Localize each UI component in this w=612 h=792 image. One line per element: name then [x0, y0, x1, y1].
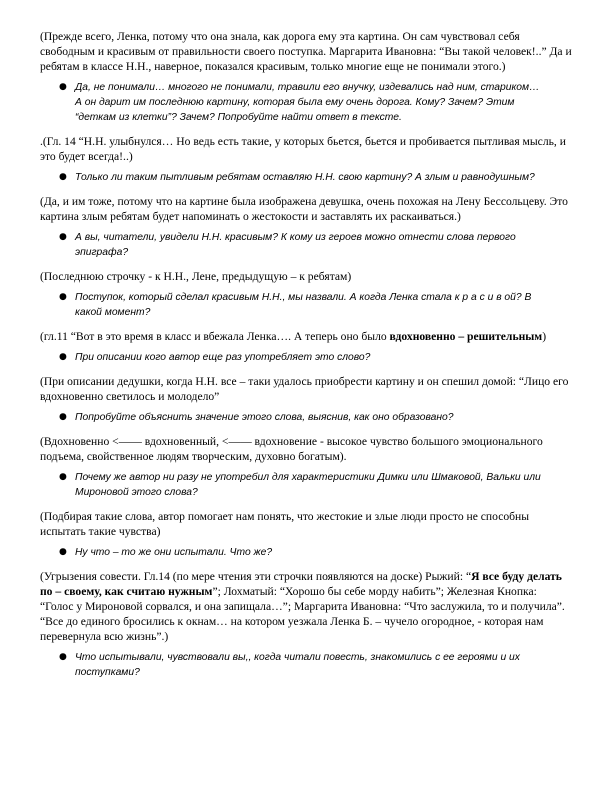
question-list-7	[40, 470, 572, 500]
question-list-2	[40, 170, 572, 185]
question-list-6	[40, 410, 572, 425]
question-item-5	[59, 350, 545, 365]
paragraph-9-start: (Угрызения совести. Гл.14 (по мере чтения эти строчки появляются на доске) Рыжий: “	[40, 570, 472, 583]
question-list-9	[40, 650, 572, 680]
question-item-9	[59, 650, 545, 680]
question-list-4	[40, 290, 572, 320]
bullet-icon: ●	[59, 352, 67, 362]
paragraph-9-end: ”; Лохматый: “Хорошо бы себе морду набить”; Железная Кнопка: “Голос у Мироновой сорвался, и она запищала…”; Маргарита Ивановна: “Что заслужила, то и получила”. “Все до единого бросились к окнам… на котором уезжала Ленка Б. – чучело огородное, - которая нам перевернула всю жизнь”.)	[40, 585, 565, 643]
question-item-7	[59, 470, 545, 500]
bullet-icon: ●	[59, 232, 67, 242]
paragraph-5	[40, 329, 572, 344]
question-text-7: Почему же автор ни разу не употребил для характеристики Димки или Шмаковой, Вальки или Мироновой этого слова?	[75, 472, 541, 498]
bullet-icon: ●	[59, 652, 67, 662]
bullet-icon: ●	[59, 82, 67, 92]
paragraph-8: (Подбирая такие слова, автор помогает нам понять, что жестокие и злые люди просто не способны испытать такие чувства)	[40, 510, 530, 538]
paragraph-4: (Последнюю строчку - к Н.Н., Лене, предыдущую – к ребятам)	[40, 270, 352, 283]
paragraph-1: (Прежде всего, Ленка, потому что она знала, как дорога ему эта картина. Он сам чувствовал себя свободным и красивым от правильности своего поступка. Маргарита Ивановна: “Вы такой человек!..” Да и ребятам в классе Н.Н., наверное, показался красивым, только многие еще не понимали этого.)	[40, 30, 572, 73]
question-item-6	[59, 410, 545, 425]
question-text-2: Только ли таким пытливым ребятам оставляю Н.Н. свою картину? А злым и равнодушным?	[75, 172, 535, 183]
bullet-icon: ●	[59, 172, 67, 182]
question-list-1	[40, 80, 572, 125]
question-text-9: Что испытывали, чувствовали вы,, когда читали повесть, знакомились с ее героями и их поступками?	[75, 652, 520, 678]
question-list-8	[40, 545, 572, 560]
question-item-1	[59, 80, 545, 125]
question-text-5: При описании кого автор еще раз употребляет это слово?	[75, 352, 371, 363]
paragraph-5-start: (гл.11 “Вот в это время в класс и вбежала Ленка…. А теперь оно было	[40, 330, 390, 343]
question-item-2	[59, 170, 545, 185]
paragraph-3: (Да, и им тоже, потому что на картине была изображена девушка, очень похожая на Лену Бессольцеву. Это картина злым ребятам будет напоминать о жестокости и заставлять их раскаиваться.)	[40, 195, 568, 223]
question-text-4: Поступок, который сделал красивым Н.Н., мы назвали. А когда Ленка стала к р а с и в ой? В какой момент?	[75, 292, 532, 318]
paragraph-6: (При описании дедушки, когда Н.Н. все – таки удалось приобрести картину и он спешил домой: “Лицо его вдохновенно светилось и молодело”	[40, 375, 569, 403]
paragraph-2: .(Гл. 14 “Н.Н. улыбнулся… Но ведь есть такие, у которых бьется, бьется и пробивается пытливая мысль, и это будет всегда!..)	[40, 135, 566, 163]
paragraph-9	[40, 569, 572, 644]
question-item-3	[59, 230, 545, 260]
bullet-icon: ●	[59, 472, 67, 482]
paragraph-5-bold: вдохновенно – решительным	[389, 330, 543, 343]
question-list-3	[40, 230, 572, 260]
question-text-6: Попробуйте объяснить значение этого слова, выяснив, как оно образовано?	[75, 412, 454, 423]
question-text-1: Да, не понимали… многого не понимали, травили его внучку, издевались над ним, стариком… А он дарит им последнюю картину, которая была ему очень дорога. Кому? Зачем? Этим “деткам из клетки”? Зачем? Попробуйте найти ответ в тексте.	[75, 82, 540, 123]
question-text-8: Ну что – то же они испытали. Что же?	[75, 547, 273, 558]
question-list-5	[40, 350, 572, 365]
paragraph-9-bold: Я все буду делать по – своему, как считаю нужным	[40, 570, 562, 598]
question-item-8	[59, 545, 545, 560]
bullet-icon: ●	[59, 547, 67, 557]
bullet-icon: ●	[59, 412, 67, 422]
paragraph-5-end: )	[542, 330, 547, 343]
question-item-4	[59, 290, 545, 320]
question-text-3: А вы, читатели, увидели Н.Н. красивым? К кому из героев можно отнести слова первого эпиграфа?	[75, 232, 516, 258]
paragraph-7: (Вдохновенно <—— вдохновенный, <—— вдохновение - высокое чувство большого эмоционального подъема, свойственное людям творческим, духовно богатым).	[40, 435, 543, 463]
bullet-icon: ●	[59, 292, 67, 302]
